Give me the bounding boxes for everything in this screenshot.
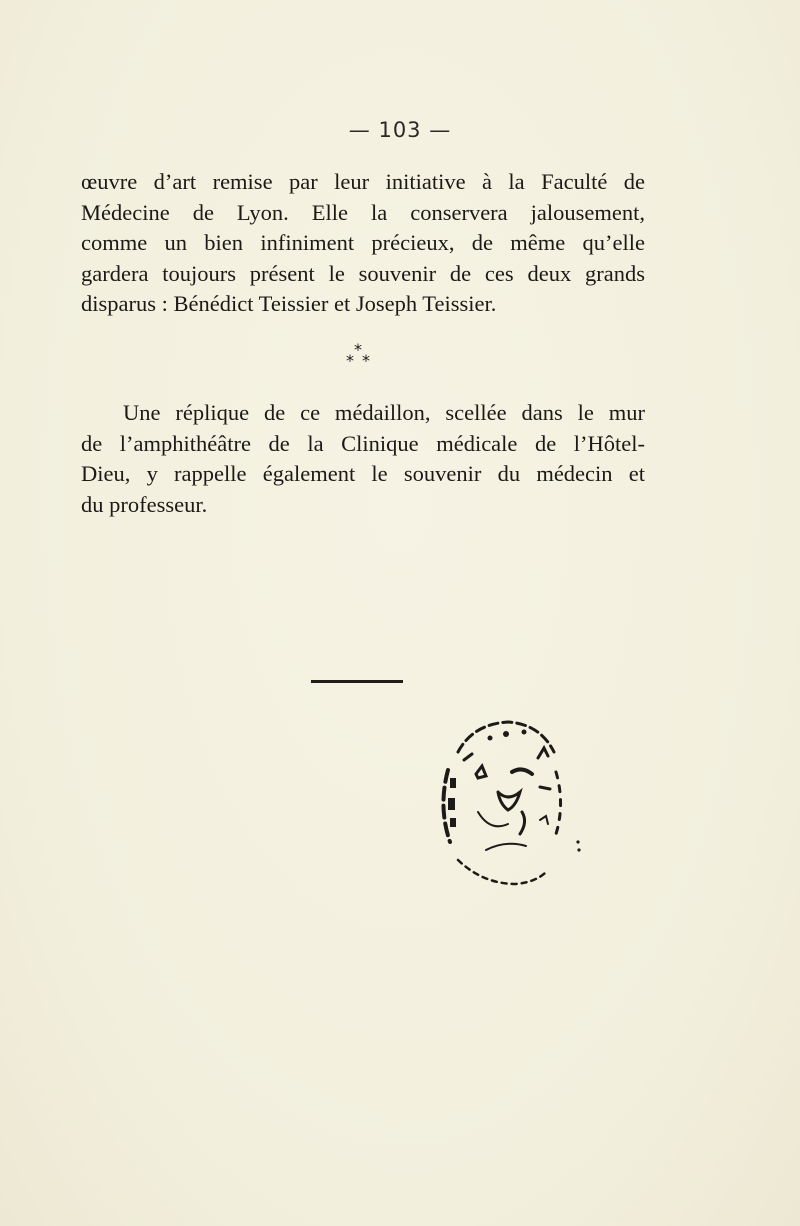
- text-line: Médecine de Lyon. Elle la conservera jalousement,: [81, 199, 645, 225]
- text-line: Une réplique de ce médaillon, scellée dans le mur: [123, 400, 645, 425]
- text-line: œuvre d’art remise par leur initiative à la Faculté de: [81, 169, 645, 194]
- page-number: — 103 —: [348, 118, 452, 142]
- paragraph-replica: [81, 398, 645, 520]
- asterism-star: *: [354, 340, 362, 359]
- paragraph-closing: [81, 167, 645, 320]
- text-line: Dieu, y rappelle également le souvenir du médecin et: [81, 461, 645, 486]
- library-stamp-icon: [428, 712, 588, 897]
- text-line: disparus : Bénédict Teissier et Joseph Teissier.: [81, 291, 497, 316]
- end-rule: [311, 680, 403, 683]
- asterism-star: *: [362, 351, 370, 370]
- asterism-star: *: [346, 351, 354, 370]
- text-line: gardera toujours présent le souvenir de ces deux grands: [81, 260, 645, 286]
- text-line: du professeur.: [81, 491, 208, 517]
- text-line: comme un bien infiniment précieux, de même qu’elle: [81, 230, 645, 255]
- asterism-separator: [340, 342, 380, 378]
- text-line: de l’amphithéâtre de la Clinique médicale de l’Hôtel-: [81, 430, 645, 456]
